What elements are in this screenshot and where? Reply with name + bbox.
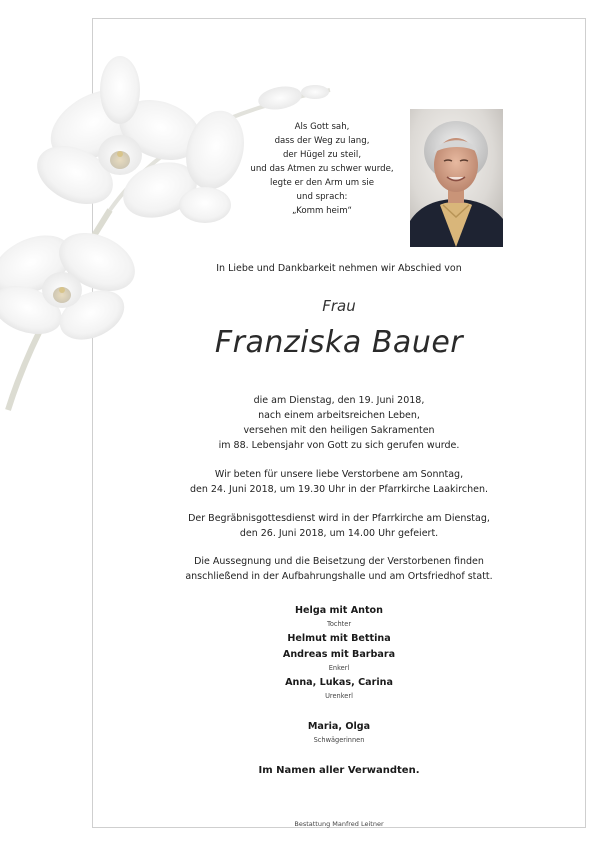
closing-line: Im Namen aller Verwandten. bbox=[258, 765, 420, 776]
funeral-service-paragraph bbox=[92, 511, 586, 541]
funeral-home: Bestattung Manfred Leitner bbox=[294, 820, 384, 828]
poem-line: „Komm heim“ bbox=[291, 206, 353, 216]
portrait-photo bbox=[410, 109, 503, 247]
text-line: im 88. Lebensjahr von Gott zu sich gerufen wurde. bbox=[218, 440, 460, 451]
poem-line: und sprach: bbox=[296, 192, 348, 202]
poem-line: und das Atmen zu schwer wurde, bbox=[250, 164, 394, 174]
deceased-name: Franziska Bauer bbox=[214, 325, 464, 360]
mourner-name: Helmut mit Bettina bbox=[287, 633, 391, 644]
relation-label: Urenkerl bbox=[325, 692, 353, 700]
text-line: den 26. Juni 2018, um 14.00 Uhr gefeiert. bbox=[239, 528, 439, 539]
orchid-flower-image bbox=[0, 40, 380, 440]
relation-label: Schwägerinnen bbox=[313, 736, 365, 744]
mourner-name: Maria, Olga bbox=[307, 721, 371, 732]
relation-label: Enkerl bbox=[328, 664, 350, 672]
text-line: versehen mit den heiligen Sakramenten bbox=[243, 425, 435, 436]
poem-line: dass der Weg zu lang, bbox=[274, 136, 370, 146]
burial-paragraph bbox=[92, 554, 586, 584]
text-line: nach einem arbeitsreichen Leben, bbox=[258, 410, 420, 421]
text-line: Der Begräbnisgottesdienst wird in der Pfarrkirche am Dienstag, bbox=[188, 513, 490, 524]
death-notice-paragraph bbox=[92, 393, 586, 453]
text-line: anschließend in der Aufbahrungshalle und am Ortsfriedhof statt. bbox=[185, 571, 493, 582]
mourner-name: Andreas mit Barbara bbox=[282, 649, 396, 660]
relation-label: Tochter bbox=[326, 620, 352, 628]
prayer-paragraph bbox=[92, 467, 586, 497]
text-line: Die Aussegnung und die Beisetzung der Verstorbenen finden bbox=[194, 556, 484, 567]
poem bbox=[232, 120, 412, 218]
text-line: Wir beten für unsere liebe Verstorbene am Sonntag, bbox=[214, 469, 464, 480]
salutation: Frau bbox=[322, 297, 356, 315]
poem-line: der Hügel zu steil, bbox=[282, 150, 362, 160]
poem-line: legte er den Arm um sie bbox=[269, 178, 375, 188]
poem-line: Als Gott sah, bbox=[294, 122, 350, 132]
mourner-name: Anna, Lukas, Carina bbox=[285, 677, 393, 688]
text-line: den 24. Juni 2018, um 19.30 Uhr in der Pfarrkirche Laakirchen. bbox=[189, 484, 489, 495]
farewell-intro: In Liebe und Dankbarkeit nehmen wir Abschied von bbox=[216, 263, 462, 274]
text-line: die am Dienstag, den 19. Juni 2018, bbox=[253, 395, 425, 406]
mourner-name: Helga mit Anton bbox=[295, 605, 383, 616]
